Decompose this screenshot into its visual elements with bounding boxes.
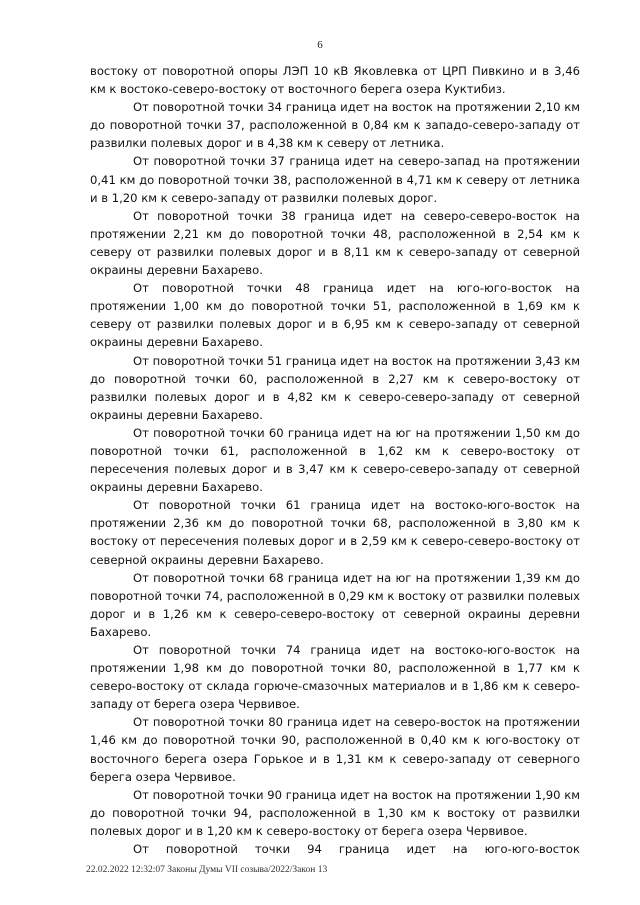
page-number: 6 <box>317 39 323 51</box>
document-footer: 22.02.2022 12:32:07 Законы Думы VII созыва/2022/Закон 13 <box>86 865 328 875</box>
paragraph: От поворотной точки 34 граница идет на восток на протяжении 2,10 км до поворотной точки 37, расположенной в 0,84 км к западо-северо-западу от развилки полевых дорог и в 4,38 км к северу от летника. <box>90 100 580 151</box>
paragraph-last: От поворотной точки 94 граница идет на юго-юго-восток <box>133 842 580 857</box>
paragraph-continuation: востоку от поворотной опоры ЛЭП 10 кВ Яковлевка от ЦРП Пивкино и в 3,46 км к востоко-северо-востоку от восточного берега озера Куктибиз. <box>90 64 580 97</box>
paragraph: От поворотной точки 38 граница идет на северо-северо-восток на протяжении 2,21 км до поворотной точки 48, расположенной в 2,54 км к северу от развилки полевых дорог и в 8,11 км к северо-западу от северной окраины деревни Бахарево. <box>90 208 580 278</box>
paragraph: От поворотной точки 37 граница идет на северо-запад на протяжении 0,41 км до поворотной точки 38, расположенной в 4,71 км к северу от летника и в 1,20 км к северо-западу от развилки полевых дорог. <box>90 154 580 205</box>
paragraph: От поворотной точки 80 граница идет на северо-восток на протяжении 1,46 км до поворотной точки 90, расположенной в 0,40 км к юго-востоку от восточного берега озера Горькое и в 1,31 км к северо-западу от северного берега озера Червивое. <box>90 715 580 784</box>
paragraph: От поворотной точки 74 граница идет на востоко-юго-восток на протяжении 1,98 км до поворотной точки 80, расположенной в 1,77 км к северо-востоку от склада горюче-смазочных материалов и в 1,86 км к северо-западу от берега озера Червивое. <box>90 643 580 712</box>
paragraph: От поворотной точки 60 граница идет на юг на протяжении 1,50 км до поворотной точки 61, расположенной в 1,62 км к северо-востоку от пересечения полевых дорог и в 3,47 км к северо-северо-западу от северной окраины деревни Бахарево. <box>90 425 580 495</box>
paragraph: От поворотной точки 68 граница идет на юг на протяжении 1,39 км до поворотной точки 74, расположенной в 0,29 км к востоку от развилки полевых дорог и в 1,26 км к северо-северо-востоку от северной окраины деревни Бахарево. <box>90 570 580 639</box>
paragraph: От поворотной точки 48 граница идет на юго-юго-восток на протяжении 1,00 км до поворотной точки 51, расположенной в 1,69 км к северу от развилки полевых дорог и в 6,95 км к северо-западу от северной окраины деревни Бахарево. <box>90 281 580 350</box>
paragraph: От поворотной точки 61 граница идет на востоко-юго-восток на протяжении 2,36 км до поворотной точки 68, расположенной в 3,80 км к востоку от пересечения полевых дорог и в 2,59 км к северо-северо-востоку от северной окраины деревни Бахарево. <box>90 498 580 567</box>
paragraph: От поворотной точки 90 граница идет на восток на протяжении 1,90 км до поворотной точки 94, расположенной в 1,30 км к востоку от развилки полевых дорог и в 1,20 км к северо-востоку от берега озера Червивое. <box>90 787 580 838</box>
document-body <box>90 62 580 858</box>
paragraph: От поворотной точки 51 граница идет на восток на протяжении 3,43 км до поворотной точки 60, расположенной в 2,27 км к северо-востоку от развилки полевых дорог и в 4,82 км к северо-северо-западу от северной окраины деревни Бахарево. <box>90 353 580 422</box>
